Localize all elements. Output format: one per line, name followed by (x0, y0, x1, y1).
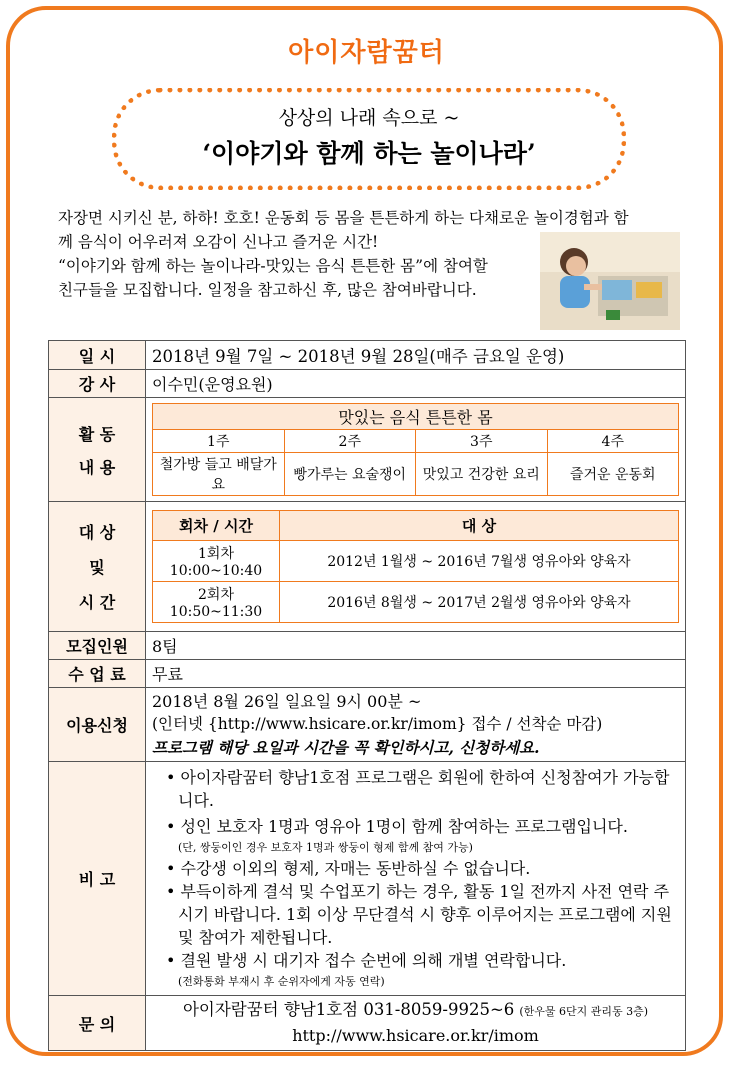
note-item: • 수강생 이외의 형제, 자매는 동반하실 수 없습니다. (166, 859, 531, 878)
contact-phone: 아이자람꿈터 향남1호점 031-8059-9925~6 (182, 1000, 515, 1019)
target-column-header: 대 상 (280, 511, 679, 541)
capacity-label: 모집인원 (49, 632, 146, 660)
notes-label: 비 고 (49, 762, 146, 996)
session-target: 2012년 1월생 ~ 2016년 7월생 영유아와 양육자 (280, 541, 679, 582)
info-table (48, 340, 686, 1051)
activity-label (49, 398, 146, 502)
week-content: 맛있고 건강한 요리 (416, 453, 548, 496)
apply-notice: 프로그램 해당 요일과 시간을 꼭 확인하시고, 신청하세요. (152, 738, 540, 757)
contact-url: http://www.hsicare.or.kr/imom (292, 1026, 539, 1045)
notes-cell (146, 762, 686, 996)
headline-bubble (112, 88, 626, 190)
week-header: 2주 (284, 430, 416, 453)
session-name: 2회차 (198, 587, 234, 603)
session-target: 2016년 8월생 ~ 2017년 2월생 영유아와 양육자 (280, 582, 679, 623)
session-name: 1회차 (198, 546, 234, 562)
week-header: 4주 (547, 430, 679, 453)
session-time: 10:50~11:30 (169, 604, 263, 620)
activity-label-line: 내 용 (78, 457, 116, 477)
date-label: 일 시 (49, 341, 146, 370)
teacher-label: 강 사 (49, 370, 146, 398)
session-cell (153, 541, 280, 582)
note-subitem: (전화통화 부재시 후 순위자에게 자동 연락) (178, 975, 385, 988)
intro-line: 자장면 시키신 분, 하하! 호호! 운동회 등 몸을 튼튼하게 하는 다채로운 놀이경험과 함 (58, 209, 629, 227)
note-item: • 아이자람꿈터 향남1호점 프로그램은 회원에 한하여 신청참여가 가능합니다. (166, 768, 670, 810)
activity-label-line: 활 동 (78, 424, 116, 444)
apply-cell (146, 688, 686, 762)
program-title: 맛있는 음식 튼튼한 몸 (153, 404, 679, 430)
contact-line (152, 998, 679, 1024)
target-label-line: 대 상 (78, 523, 116, 542)
session-cell (153, 582, 280, 623)
headline-subtitle: 상상의 나래 속으로 ~ (278, 107, 460, 129)
intro-line: 친구들을 모집합니다. 일정을 참고하신 후, 많은 참여바랍니다. (58, 281, 477, 299)
target-label-line: 및 (89, 558, 105, 577)
week-header: 3주 (416, 430, 548, 453)
brand-title: 아이자람꿈터 (288, 38, 445, 68)
intro-line: 께 음식이 어우러져 오감이 신나고 즐거운 시간! (58, 233, 379, 251)
target-label-line: 시 간 (78, 593, 116, 612)
fee-value: 무료 (146, 660, 686, 688)
week-content: 빵가루는 요술쟁이 (284, 453, 416, 496)
activity-table (152, 403, 679, 496)
activity-cell (146, 398, 686, 502)
intro-line: “이야기와 함께 하는 놀이나라-맛있는 음식 튼튼한 몸”에 참여할 (58, 257, 488, 275)
week-content: 즐거운 운동회 (547, 453, 679, 496)
apply-period: 2018년 8월 26일 일요일 9시 00분 ~ (152, 692, 422, 711)
note-item: • 부득이하게 결석 및 수업포기 하는 경우, 활동 1일 전까지 사전 연락 주시기 바랍니다. 1회 이상 무단결석 시 향후 이루어지는 프로그램에 지원 및 참여가 제한됩니다. (166, 882, 672, 947)
contact-address: (한우물 6단지 관리동 3층) (519, 1005, 649, 1018)
target-table (152, 510, 679, 623)
contact-cell (146, 996, 686, 1051)
apply-method: (인터넷 {http://www.hsicare.or.kr/imom} 접수 / 선착순 마감) (152, 715, 603, 733)
teacher-value: 이수민(운영요원) (146, 370, 686, 398)
session-column-header: 회차 / 시간 (153, 511, 280, 541)
session-time: 10:00~10:40 (169, 563, 263, 579)
apply-label: 이용신청 (49, 688, 146, 762)
capacity-value: 8팀 (146, 632, 686, 660)
headline-title: ‘이야기와 함께 하는 놀이나라’ (202, 139, 536, 168)
week-content: 철가방 들고 배달가요 (153, 453, 285, 496)
date-value: 2018년 9월 7일 ~ 2018년 9월 28일(매주 금요일 운영) (146, 341, 686, 370)
week-header: 1주 (153, 430, 285, 453)
note-item: • 결원 발생 시 대기자 접수 순번에 의해 개별 연락합니다. (166, 951, 567, 970)
note-item: • 성인 보호자 1명과 영유아 1명이 함께 참여하는 프로그램입니다. (166, 817, 628, 836)
target-cell (146, 502, 686, 632)
note-subitem: (단, 쌍둥이인 경우 보호자 1명과 쌍둥이 형제 함께 참여 가능) (178, 841, 473, 854)
child-playing-photo (540, 232, 680, 330)
fee-label: 수 업 료 (49, 660, 146, 688)
target-label (49, 502, 146, 632)
contact-label: 문 의 (49, 996, 146, 1051)
